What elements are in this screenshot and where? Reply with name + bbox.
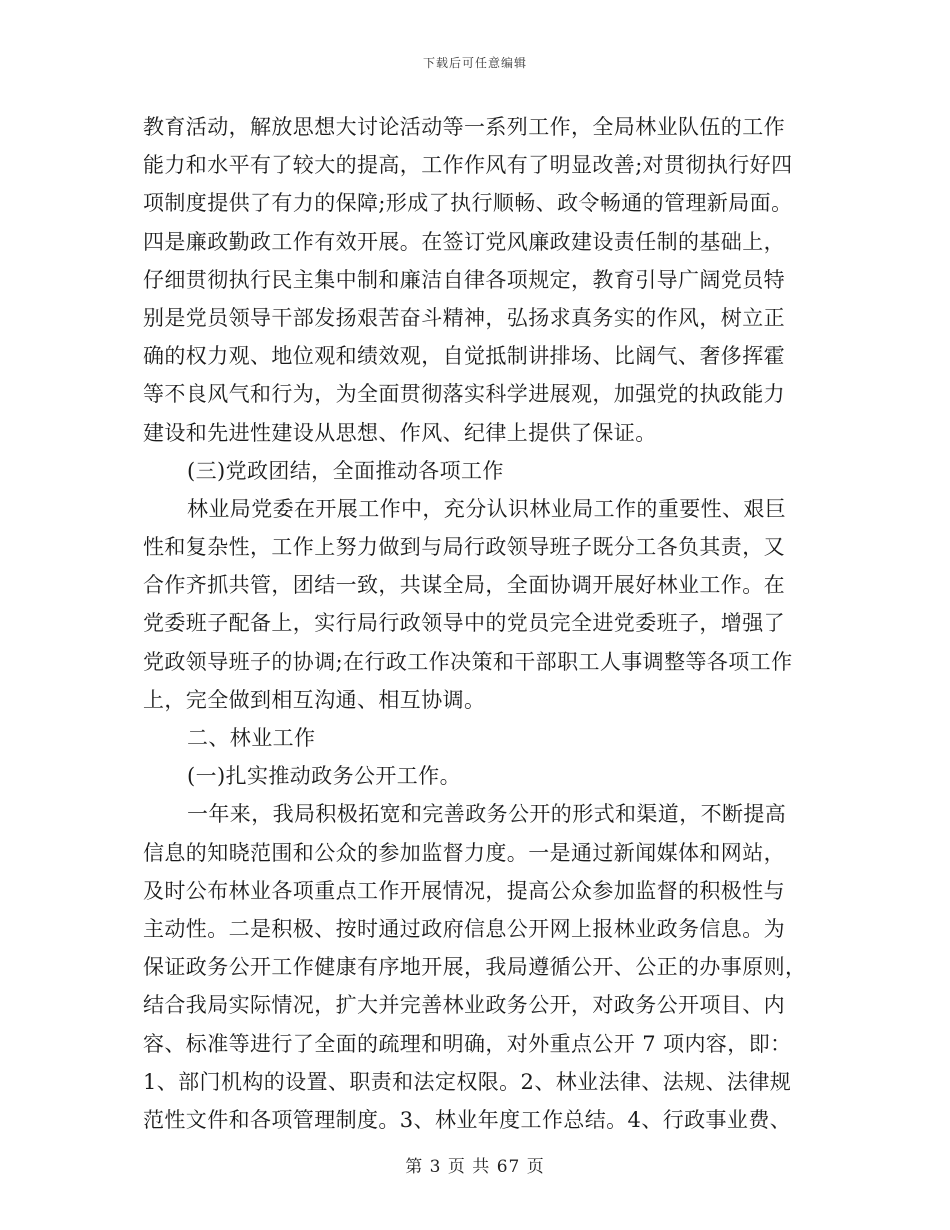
text-line: 别是党员领导干部发扬艰苦奋斗精神，弘扬求真务实的作风，树立正 [143,305,785,330]
text-line: 建设和先进性建设从思想、作风、纪律上提供了保证。 [143,420,657,445]
text-line: 结合我局实际情况，扩大并完善林业政务公开，对政务公开项目、内 [143,993,785,1018]
text-line: 二、林业工作 [187,726,316,750]
text-line: 党委班子配备上，实行局行政领导中的党员完全进党委班子，增强了 [143,611,785,636]
text-line: 四是廉政勤政工作有效开展。在签订党风廉政建设责任制的基础上， [143,229,785,254]
text-line: (一)扎实推动政务公开工作。 [187,764,461,789]
text-line: (三)党政团结，全面推动各项工作 [187,458,504,483]
text-line: 等不良风气和行为，为全面贯彻落实科学进展观，加强党的执政能力 [143,382,785,407]
text-line: 范性文件和各项管理制度。3、林业年度工作总结。4、行政事业费、 [143,1107,792,1132]
text-line: 1、部门机构的设置、职责和法定权限。2、林业法律、法规、法律规 [143,1069,792,1094]
text-line: 确的权力观、地位观和绩效观，自觉抵制讲排场、比阔气、奢侈挥霍 [143,344,785,369]
document-body [143,108,808,1139]
text-line: 主动性。二是积极、按时通过政府信息公开网上报林业政务信息。为 [143,916,785,941]
text-line: 仔细贯彻执行民主集中制和廉洁自律各项规定，教育引导广阔党员特 [143,267,785,292]
text-line: 林业局党委在开展工作中，充分认识林业局工作的重要性、艰巨 [187,496,787,521]
page-header: 下载后可任意编辑 [422,56,527,70]
page-footer: 第 3 页 共 67 页 [405,1157,545,1177]
text-line: 能力和水平有了较大的提高，工作作风有了明显改善;对贯彻执行好四 [143,153,793,178]
text-line: 保证政务公开工作健康有序地开展，我局遵循公开、公正的办事原则， [143,955,807,980]
text-line: 及时公布林业各项重点工作开展情况，提高公众参加监督的积极性与 [143,878,785,903]
text-line: 一年来，我局积极拓宽和完善政务公开的形式和渠道，不断提高 [187,802,787,827]
text-line: 教育活动，解放思想大讨论活动等一系列工作，全局林业队伍的工作 [143,115,785,139]
text-line: 上，完全做到相互沟通、相互协调。 [143,687,486,712]
text-line: 项制度提供了有力的保障;形成了执行顺畅、政令畅通的管理新局面。 [143,191,793,216]
text-line: 党政领导班子的协调;在行政工作决策和干部职工人事调整等各项工作 [143,649,793,674]
text-line: 容、标准等进行了全面的疏理和明确，对外重点公开 7 项内容，即： [143,1031,792,1056]
text-line: 信息的知晓范围和公众的参加监督力度。一是通过新闻媒体和网站， [143,840,785,865]
text-line: 合作齐抓共管，团结一致，共谋全局，全面协调开展好林业工作。在 [143,573,785,598]
text-line: 性和复杂性，工作上努力做到与局行政领导班子既分工各负其责，又 [143,535,785,560]
